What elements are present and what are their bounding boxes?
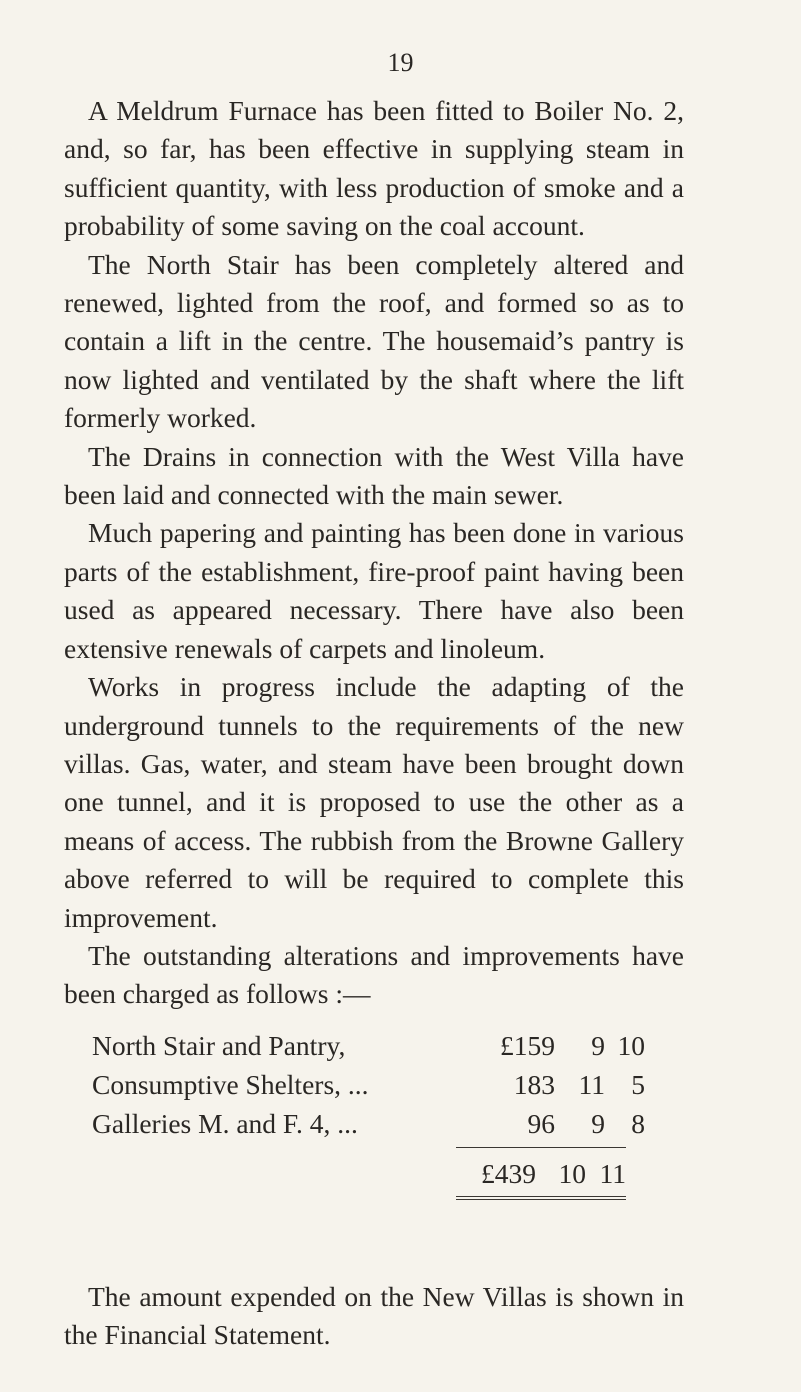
ledger-label: North Stair and Pantry, — [92, 1030, 346, 1061]
total-shillings: 10 — [558, 1158, 586, 1189]
ledger-row — [92, 1065, 652, 1104]
paragraph-charges-intro: The outstanding alterations and improvements have been charged as follows :— — [64, 939, 684, 1010]
paragraph-works-in-progress: Works in progress include the adapting of the underground tunnels to the requirements of the new villas. Gas, water, and steam have been brought down one tunnel, and it is proposed to use the other as a means of access. The rubbish from the Browne Gallery above referred to will be required to complete this improvement. — [64, 671, 684, 933]
ledger-label: Galleries M. and F. 4, ... — [92, 1108, 358, 1139]
ledger-pence: 8 — [631, 1108, 645, 1139]
ledger-pounds: £159 — [500, 1030, 555, 1061]
total-double-rule — [456, 1199, 626, 1200]
paragraph-drains: The Drains in connection with the West Villa have been laid and connected with the main sewer. — [64, 440, 684, 511]
paragraph-papering: Much papering and painting has been done in various parts of the establishment, fire-proof paint having been used as appeared necessary. There have also been extensive renewals of carpets and linoleum. — [64, 517, 684, 664]
paragraph-meldrum-furnace: A Meldrum Furnace has been fitted to Boiler No. 2, and, so far, has been effective in supplying steam in sufficient quantity, with less production of smoke and a probability of some saving on the coal account. — [64, 95, 684, 242]
ledger-total-block — [456, 1147, 626, 1200]
total-pence: 11 — [599, 1158, 626, 1189]
ledger-pence: 10 — [617, 1030, 645, 1061]
page-number: 19 — [387, 48, 414, 77]
ledger-pounds: 183 — [513, 1069, 555, 1100]
ledger-row — [92, 1104, 652, 1143]
charges-ledger — [92, 1026, 652, 1200]
closing-paragraph-wrap — [64, 1278, 684, 1355]
ledger-pounds: 96 — [527, 1108, 555, 1139]
ledger-label: Consumptive Shelters, ... — [92, 1069, 369, 1100]
total-double-rule — [456, 1196, 626, 1197]
paragraph-new-villas: The amount expended on the New Villas is shown in the Financial Statement. — [64, 1281, 684, 1351]
ledger-row — [92, 1026, 652, 1065]
report-body — [64, 92, 684, 1014]
ledger-shillings: 9 — [591, 1030, 605, 1061]
ledger-shillings: 9 — [591, 1108, 605, 1139]
ledger-total-row — [456, 1148, 626, 1194]
ledger-pence: 5 — [631, 1069, 645, 1100]
total-pounds: £439 — [481, 1158, 536, 1189]
paragraph-north-stair: The North Stair has been completely altered and renewed, lighted from the roof, and formed so as to contain a lift in the centre. The housemaid’s pantry is now lighted and ventilated by the shaft where the lift formerly worked. — [64, 248, 684, 434]
ledger-shillings: 11 — [578, 1069, 605, 1100]
